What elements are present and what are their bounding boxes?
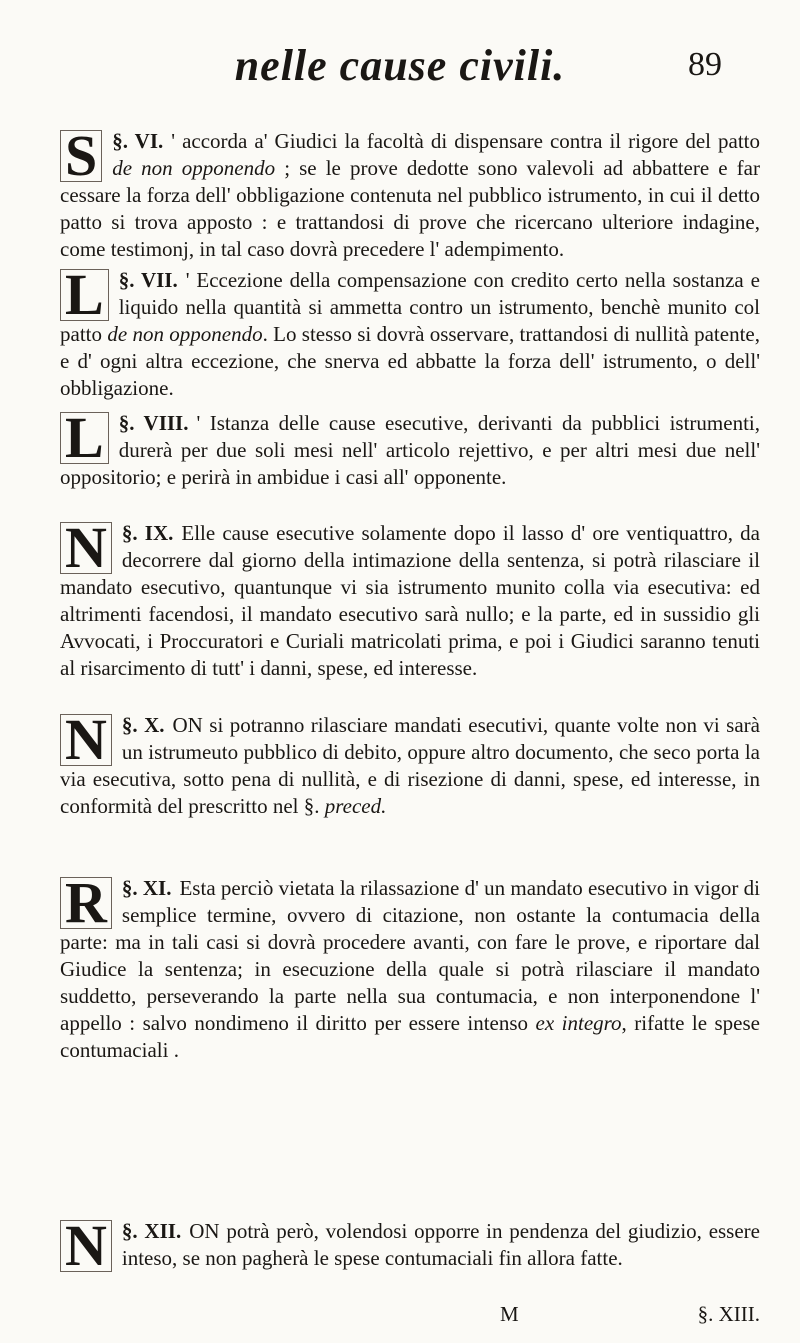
drop-cap-initial: R	[60, 877, 112, 929]
section-text-continued: ; se le prove dedotte sono valevoli ad abbattere e far cessare la forza dell' obbligazione contenuta nel pubblico istrumento, in cui il detto patto si trova apposto : e trattandosi di prove che ricercano ulteriore indagine, come testimonj, in tal caso dovrà precedere l' adempimento.	[60, 156, 760, 261]
catchword: §. XIII.	[697, 1302, 760, 1326]
section-text: Elle cause esecutive solamente dopo il lasso d' ore ventiquattro, da decorrere dal giorno della intimazione della sentenza, si potrà rilasciare il mandato esecutivo, quantunque vi sia istrumento munito colla via esecutiva: ed altrimenti facendosi, il mandato esecutivo sarà nullo; e la parte, ed in sussidio gli Avvocati, i Proccuratori e Curiali matricolati prima, e poi i Giudici saranno tenuti al risarcimento di tutt' i danni, spese, ed interesse.	[60, 521, 760, 680]
running-title: nelle cause civili.	[234, 41, 566, 90]
section-number: §. VI.	[112, 129, 164, 153]
section-text: ' Istanza delle cause esecutive, derivanti da pubblici istrumenti, durerà per due soli mesi nell' articolo rejettivo, e per altri mesi due nell' oppositorio; e perirà in ambidue i casi all' opponente.	[60, 411, 760, 489]
section-7	[60, 262, 760, 402]
section-text-continued: , rifatte le spese contumaciali .	[60, 1011, 760, 1062]
section-number: §. VII.	[118, 268, 178, 292]
section-number: §. XII.	[121, 1219, 182, 1243]
section-number: §. XI.	[121, 876, 172, 900]
section-text: ON potrà però, volendosi opporre in pendenza del giudizio, essere inteso, se non pagherà le spese contumaciali fin allora fatte.	[121, 1219, 760, 1270]
section-italic-text: ex integro	[535, 1011, 622, 1035]
section-8	[60, 405, 760, 491]
section-number: §. VIII.	[118, 411, 189, 435]
section-italic-text: de non opponendo	[107, 322, 263, 346]
section-number: §. IX.	[121, 521, 174, 545]
signature-mark: M	[500, 1302, 519, 1326]
section-text-continued: . Lo stesso si dovrà osservare, trattandosi di nullità patente, e d' ogni altra eccezione, che snerva ed abbatte la forza dell' istrumento, o dell' obbligazione.	[60, 322, 760, 400]
section-text: ' accorda a' Giudici la facoltà di dispensare contra il rigore del patto	[171, 129, 760, 153]
section-text: ' Eccezione della compensazione con credito certo nella sostanza e liquido nella quantità si ammetta contro un istrumento, benchè munito col patto	[60, 268, 760, 346]
section-number: §. X.	[121, 713, 165, 737]
section-10	[60, 707, 760, 820]
section-italic-text: de non opponendo	[112, 156, 276, 180]
section-11	[60, 870, 760, 1064]
section-6	[60, 123, 760, 263]
page-number: 89	[688, 46, 722, 83]
drop-cap-initial: N	[60, 714, 112, 766]
section-italic-text: preced.	[324, 794, 387, 818]
section-9	[60, 515, 760, 682]
drop-cap-initial: S	[60, 130, 102, 182]
drop-cap-initial: L	[60, 269, 109, 321]
page-footer	[60, 1302, 760, 1332]
drop-cap-initial: N	[60, 1220, 112, 1272]
section-text: Esta perciò vietata la rilassazione d' un mandato esecutivo in vigor di semplice termine, ovvero di citazione, non ostante la contumacia della parte: ma in tali casi si dovrà procedere avanti, con fare le prove, e riportare dal Giudice la sentenza; in esecuzione della quale si potrà rilasciare il mandato suddetto, perseverando la parte nella sua contumacia, e non interponendone l' appello : salvo nondimeno il diritto per essere intenso	[60, 876, 760, 1035]
section-text: ON si potranno rilasciare mandati esecutivi, quante volte non vi sarà un istrumeuto pubblico di debito, oppure altro documento, che seco porta la via esecutiva, sotto pena di nullità, e di risezione di danni, spese, ed interesse, in conformità del prescritto nel §.	[60, 713, 760, 818]
section-12	[60, 1213, 760, 1278]
drop-cap-initial: N	[60, 522, 112, 574]
page-header	[0, 40, 800, 100]
drop-cap-initial: L	[60, 412, 109, 464]
